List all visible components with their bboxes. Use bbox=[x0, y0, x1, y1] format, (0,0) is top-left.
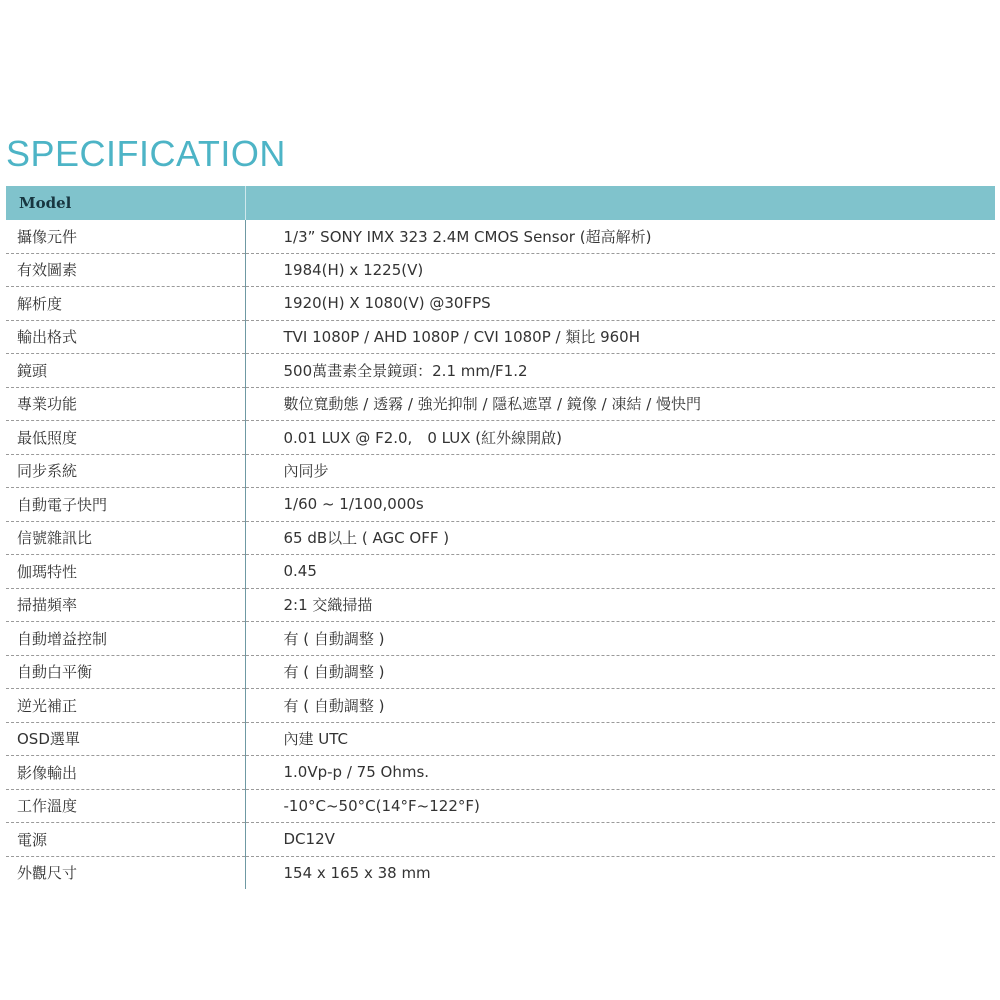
spec-header-row bbox=[6, 186, 995, 220]
spec-row bbox=[6, 454, 995, 488]
spec-table-header bbox=[6, 186, 995, 220]
spec-row bbox=[6, 387, 995, 421]
spec-label: 同步系統 bbox=[6, 454, 245, 488]
spec-value: 有 ( 自動調整 ) bbox=[245, 655, 995, 689]
spec-value: TVI 1080P / AHD 1080P / CVI 1080P / 類比 960H bbox=[245, 320, 995, 354]
spec-row bbox=[6, 287, 995, 321]
spec-label: 信號雜訊比 bbox=[6, 521, 245, 555]
spec-table bbox=[6, 186, 995, 889]
spec-row bbox=[6, 655, 995, 689]
spec-label: 工作溫度 bbox=[6, 789, 245, 823]
spec-row bbox=[6, 421, 995, 455]
spec-label: 解析度 bbox=[6, 287, 245, 321]
spec-value: 500萬畫素全景鏡頭：2.1 mm/F1.2 bbox=[245, 354, 995, 388]
spec-value: 65 dB以上 ( AGC OFF ) bbox=[245, 521, 995, 555]
spec-value: 有 ( 自動調整 ) bbox=[245, 689, 995, 723]
spec-row bbox=[6, 689, 995, 723]
spec-label: 自動白平衡 bbox=[6, 655, 245, 689]
spec-label: 外觀尺寸 bbox=[6, 856, 245, 889]
spec-value: 內同步 bbox=[245, 454, 995, 488]
spec-row bbox=[6, 253, 995, 287]
spec-row bbox=[6, 220, 995, 253]
spec-label: 逆光補正 bbox=[6, 689, 245, 723]
spec-value: 1920(H) X 1080(V) @30FPS bbox=[245, 287, 995, 321]
spec-row bbox=[6, 622, 995, 656]
spec-row bbox=[6, 722, 995, 756]
spec-label: 鏡頭 bbox=[6, 354, 245, 388]
spec-row bbox=[6, 756, 995, 790]
spec-label: 輸出格式 bbox=[6, 320, 245, 354]
spec-row bbox=[6, 823, 995, 857]
spec-value: 數位寬動態 / 透霧 / 強光抑制 / 隱私遮罩 / 鏡像 / 凍結 / 慢快門 bbox=[245, 387, 995, 421]
spec-value: 1.0Vp-p / 75 Ohms. bbox=[245, 756, 995, 790]
spec-label: 自動增益控制 bbox=[6, 622, 245, 656]
spec-value: -10°C~50°C(14°F~122°F) bbox=[245, 789, 995, 823]
spec-value: 2:1 交織掃描 bbox=[245, 588, 995, 622]
spec-row bbox=[6, 488, 995, 522]
spec-label: 影像輸出 bbox=[6, 756, 245, 790]
model-value-header-cell bbox=[245, 186, 995, 220]
spec-label: OSD選單 bbox=[6, 722, 245, 756]
spec-row bbox=[6, 320, 995, 354]
spec-label: 電源 bbox=[6, 823, 245, 857]
spec-row bbox=[6, 789, 995, 823]
page-title: SPECIFICATION bbox=[6, 133, 286, 174]
spec-value: DC12V bbox=[245, 823, 995, 857]
spec-label: 伽瑪特性 bbox=[6, 555, 245, 589]
spec-row bbox=[6, 588, 995, 622]
spec-row bbox=[6, 555, 995, 589]
spec-label: 專業功能 bbox=[6, 387, 245, 421]
spec-value: 154 x 165 x 38 mm bbox=[283, 863, 431, 882]
spec-table-body bbox=[6, 220, 995, 889]
model-header-cell: Model bbox=[6, 186, 245, 220]
spec-value: 有 ( 自動調整 ) bbox=[245, 622, 995, 656]
spec-row bbox=[6, 354, 995, 388]
spec-value: 內建 UTC bbox=[245, 722, 995, 756]
spec-row bbox=[6, 856, 995, 889]
spec-value: 1/3” SONY IMX 323 2.4M CMOS Sensor (超高解析) bbox=[245, 220, 995, 253]
spec-label: 掃描頻率 bbox=[6, 588, 245, 622]
spec-label: 攝像元件 bbox=[6, 220, 245, 253]
spec-label: 有效圖素 bbox=[6, 253, 245, 287]
spec-value: 0.45 bbox=[245, 555, 995, 589]
spec-value: 1/60 ~ 1/100,000s bbox=[245, 488, 995, 522]
spec-label: 自動電子快門 bbox=[6, 488, 245, 522]
spec-value: 1984(H) x 1225(V) bbox=[245, 253, 995, 287]
spec-value: 0.01 LUX @ F2.0, 0 LUX (紅外線開啟) bbox=[245, 421, 995, 455]
spec-row bbox=[6, 521, 995, 555]
spec-label: 最低照度 bbox=[6, 421, 245, 455]
